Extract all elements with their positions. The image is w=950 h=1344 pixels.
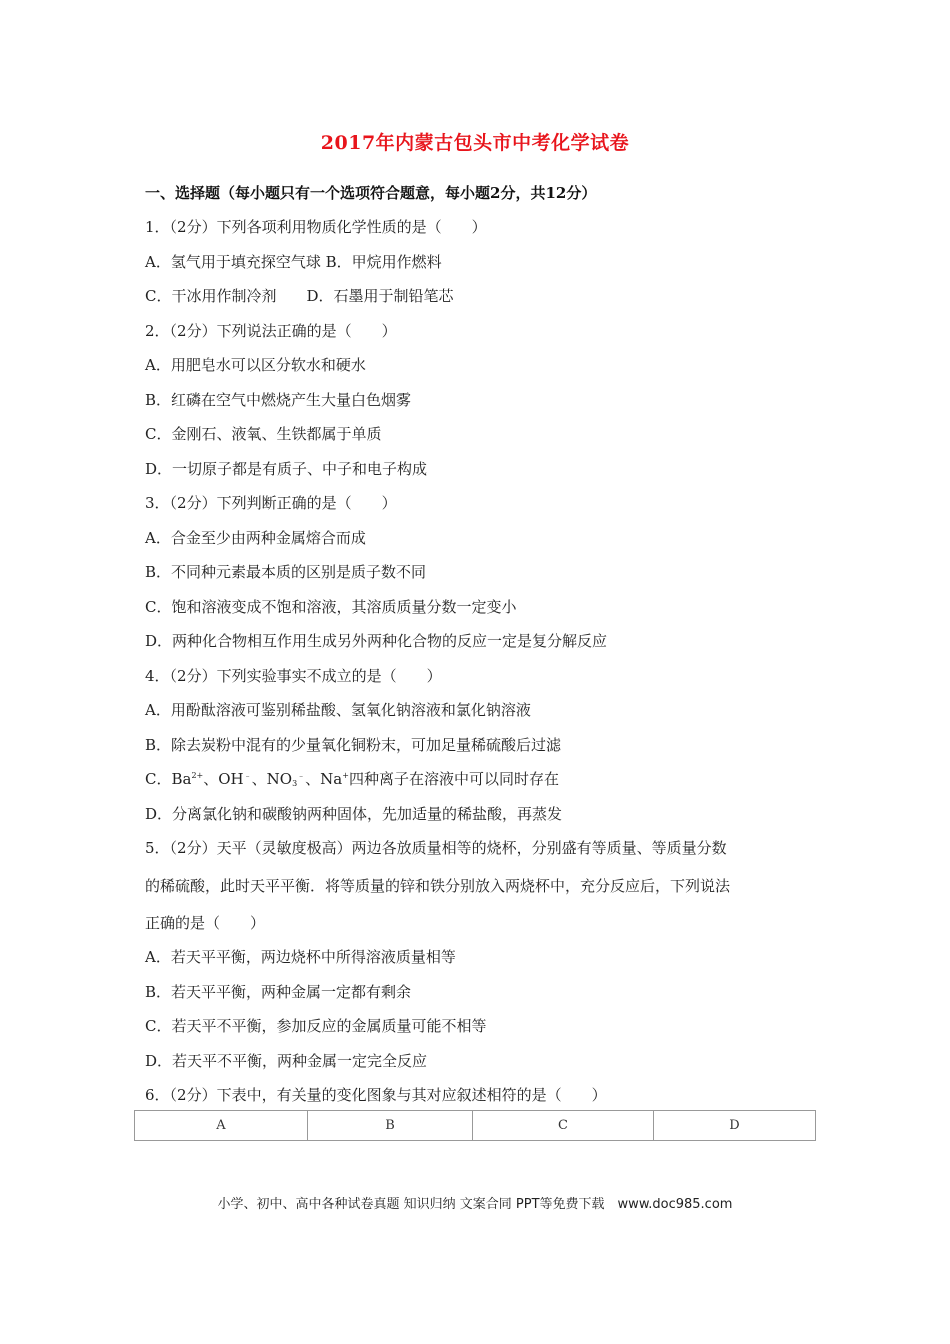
ion-no3-subscript: 3 — [292, 779, 298, 788]
question-6-table — [134, 1110, 816, 1141]
page-footer: 小学、初中、高中各种试卷真题 知识归纳 文案合同 PPT等免费下载 www.doc985.com — [217, 1197, 733, 1212]
exam-title: 2017年内蒙古包头市中考化学试卷 — [320, 132, 630, 154]
question-1-option-cd: C．干冰用作制冷剂 D．石墨用于制铅笔芯 — [145, 287, 454, 305]
table-header-a: A — [135, 1111, 308, 1141]
table-header-d: D — [654, 1111, 816, 1141]
question-5-stem-line-3: 正确的是（ ） — [145, 914, 266, 932]
ion-ba-charge: 2+ — [191, 771, 204, 780]
table-header-b: B — [308, 1111, 473, 1141]
question-5-stem-line-2: 的稀硫酸，此时天平平衡．将等质量的锌和铁分别放入两烧杯中，充分反应后，下列说法 — [145, 877, 731, 895]
question-4-option-b: B．除去炭粉中混有的少量氧化铜粉末，可加足量稀硫酸后过滤 — [145, 736, 562, 754]
ion-na-text: 、Na — [305, 770, 343, 788]
ion-oh-text: 、OH — [203, 770, 244, 788]
section-heading: 一、选择题（每小题只有一个选项符合题意，每小题2分，共12分） — [145, 184, 597, 202]
question-3-option-c: C．饱和溶液变成不饱和溶液，其溶质质量分数一定变小 — [145, 598, 517, 616]
question-4-option-c-suffix: 四种离子在溶液中可以同时存在 — [348, 770, 559, 788]
ion-oh-charge: ﹣ — [243, 771, 252, 780]
question-3-stem: 3．（2分）下列判断正确的是（ ） — [145, 494, 397, 512]
question-2-stem: 2．（2分）下列说法正确的是（ ） — [145, 322, 397, 340]
ion-ba-text: C．Ba — [145, 770, 192, 788]
question-6-stem: 6．（2分）下表中，有关量的变化图象与其对应叙述相符的是（ ） — [145, 1086, 607, 1104]
question-2-option-d: D．一切原子都是有质子、中子和电子构成 — [145, 460, 428, 478]
question-1-option-ab: A．氢气用于填充探空气球 B．甲烷用作燃料 — [145, 253, 442, 271]
question-3-option-a: A．合金至少由两种金属熔合而成 — [145, 529, 366, 547]
ion-no3-charge: ﹣ — [297, 771, 306, 780]
question-5-stem-line-1: 5．（2分）天平（灵敏度极高）两边各放质量相等的烧杯，分别盛有等质量、等质量分数 — [145, 839, 727, 857]
question-5-option-d: D．若天平不平衡，两种金属一定完全反应 — [145, 1052, 428, 1070]
question-5-option-a: A．若天平平衡，两边烧杯中所得溶液质量相等 — [145, 948, 456, 966]
question-5-option-c: C．若天平不平衡，参加反应的金属质量可能不相等 — [145, 1017, 487, 1035]
table-header-c: C — [473, 1111, 654, 1141]
question-2-option-a: A．用肥皂水可以区分软水和硬水 — [145, 356, 366, 374]
ion-no3-text: 、NO — [251, 770, 293, 788]
question-3-option-b: B．不同种元素最本质的区别是质子数不同 — [145, 563, 427, 581]
table-row — [135, 1111, 816, 1141]
ion-na-charge: + — [342, 771, 349, 780]
question-3-option-d: D．两种化合物相互作用生成另外两种化合物的反应一定是复分解反应 — [145, 632, 608, 650]
question-4-stem: 4．（2分）下列实验事实不成立的是（ ） — [145, 667, 442, 685]
question-1-stem: 1．（2分）下列各项利用物质化学性质的是（ ） — [145, 218, 487, 236]
question-4-option-a: A．用酚酞溶液可鉴别稀盐酸、氢氧化钠溶液和氯化钠溶液 — [145, 701, 531, 719]
question-5-option-b: B．若天平平衡，两种金属一定都有剩余 — [145, 983, 412, 1001]
question-2-option-c: C．金刚石、液氧、生铁都属于单质 — [145, 425, 382, 443]
question-4-option-d: D．分离氯化钠和碳酸钠两种固体，先加适量的稀盐酸，再蒸发 — [145, 805, 563, 823]
question-4-option-c — [145, 768, 559, 789]
question-2-option-b: B．红磷在空气中燃烧产生大量白色烟雾 — [145, 391, 412, 409]
